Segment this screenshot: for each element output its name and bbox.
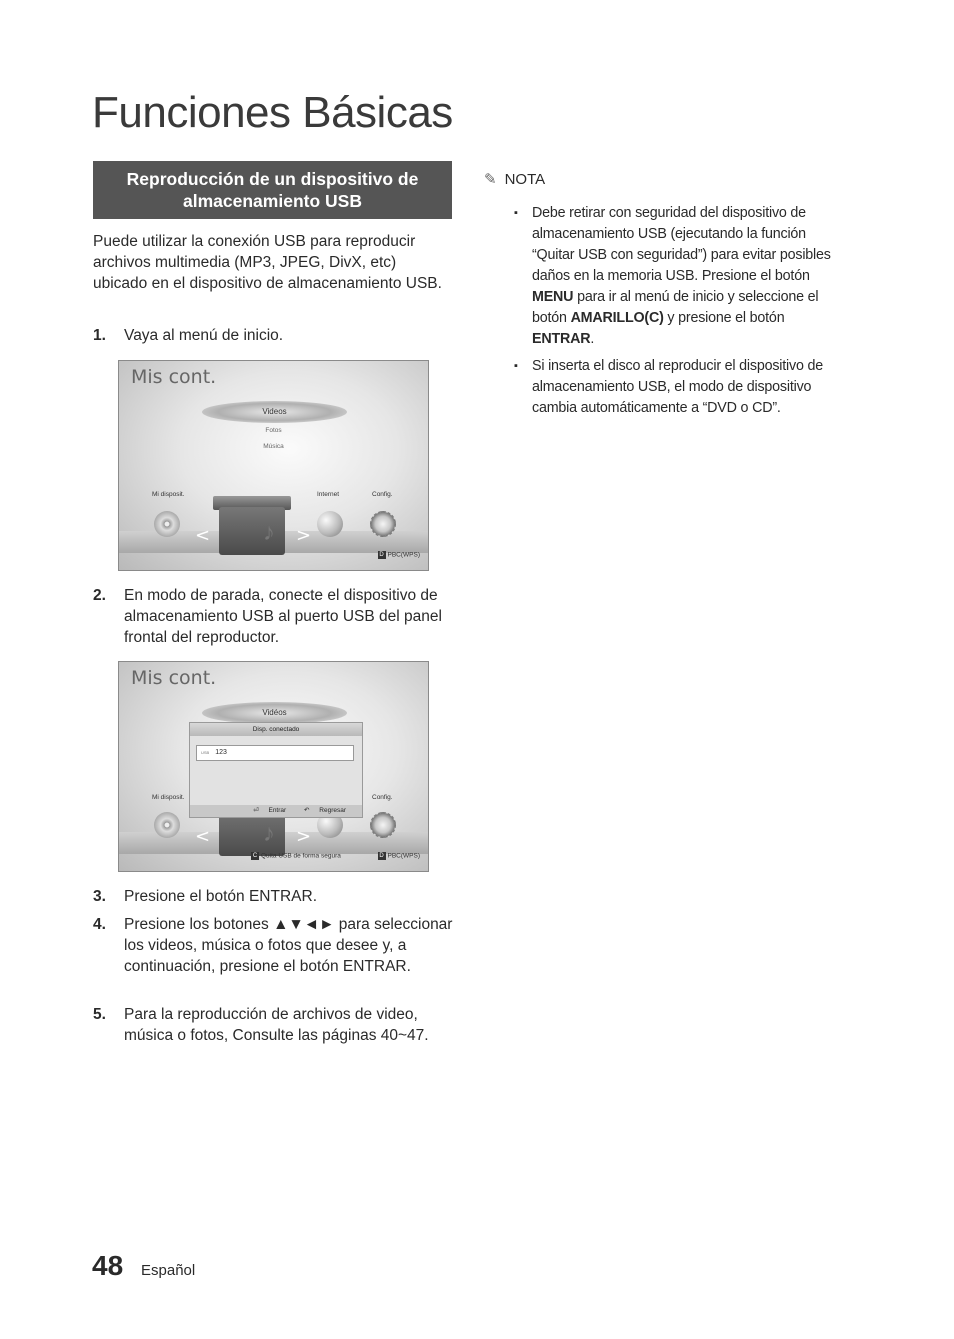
step-5 bbox=[93, 1004, 458, 1046]
note-list bbox=[514, 203, 849, 425]
return-label: Regresar bbox=[319, 807, 346, 814]
music-note-icon: ♪ bbox=[263, 820, 275, 847]
step-number: 5. bbox=[93, 1006, 106, 1023]
step-number: 2. bbox=[93, 587, 106, 604]
icon-label: Mi disposit. bbox=[152, 491, 185, 498]
usb-device-name: 123 bbox=[215, 749, 227, 756]
dialog-footer bbox=[190, 805, 362, 817]
music-note-icon: ♪ bbox=[263, 519, 275, 546]
bullet-icon: ▪ bbox=[514, 360, 518, 372]
dialog-title: Disp. conectado bbox=[190, 723, 362, 736]
icon-label: Config. bbox=[372, 794, 393, 801]
d-button-icon: D bbox=[379, 853, 384, 859]
usb-icon: USB bbox=[201, 750, 210, 755]
icon-label: Internet bbox=[317, 491, 340, 498]
language-label: Español bbox=[141, 1262, 196, 1279]
bottom-label-d: PBC(WPS) bbox=[387, 852, 420, 860]
menu-item: Música bbox=[263, 443, 284, 450]
note-heading: ✎ NOTA bbox=[484, 170, 546, 188]
left-arrow-icon: < bbox=[195, 826, 211, 847]
d-button-icon: D bbox=[379, 552, 384, 558]
section-header bbox=[93, 161, 452, 219]
bottom-label-c: Quita USB de forma segura bbox=[261, 852, 341, 860]
step-3 bbox=[93, 886, 458, 907]
step-text: Vaya al menú de inicio. bbox=[124, 327, 284, 344]
enter-label: Entrar bbox=[268, 807, 287, 814]
step-number: 4. bbox=[93, 916, 106, 933]
gear-icon bbox=[370, 812, 396, 838]
step-text: Presione el botón ENTRAR. bbox=[124, 888, 317, 905]
step-2 bbox=[93, 585, 458, 648]
disc-icon bbox=[154, 511, 180, 537]
internet-globe-icon bbox=[317, 511, 343, 537]
icon-label: Mi disposit. bbox=[152, 794, 185, 801]
gear-icon bbox=[370, 511, 396, 537]
step-text: Presione los botones ▲▼◄► para seleccionar los videos, música o fotos que desee y, a continuación, presione el botón ENTRAR. bbox=[124, 916, 453, 975]
intro-paragraph: Puede utilizar la conexión USB para reproducir archivos multimedia (MP3, JPEG, DivX, etc) ubicado en el dispositivo de almacenamiento USB. bbox=[93, 233, 442, 292]
screen-title: Mis cont. bbox=[131, 366, 217, 388]
menu-selected-item: Videos bbox=[202, 401, 347, 423]
return-icon: ↶ bbox=[304, 807, 310, 814]
bullet-icon: ▪ bbox=[514, 207, 518, 219]
note-item: ▪ Debe retirar con seguridad del dispositivo de almacenamiento USB (ejecutando la función “Quitar USB con seguridad”) para evitar posibles daños en la memoria USB. Presione el botón MENU para ir al menú de inicio y seleccione el botón AMARILLO(C) y presione el botón ENTRAR. bbox=[514, 205, 831, 347]
menu-item: Fotos bbox=[265, 427, 282, 434]
pencil-icon: ✎ bbox=[484, 170, 497, 188]
screenshot-home-menu bbox=[118, 360, 429, 571]
left-arrow-icon: < bbox=[195, 525, 211, 546]
page-number: 48 bbox=[92, 1250, 124, 1281]
step-text: Para la reproducción de archivos de video, música o fotos, Consulte las páginas 40~47. bbox=[124, 1006, 429, 1044]
step-1 bbox=[93, 325, 458, 346]
icon-label: Config. bbox=[372, 491, 393, 498]
step-4 bbox=[93, 914, 458, 977]
right-arrow-icon: > bbox=[296, 826, 312, 847]
bottom-label: PBC(WPS) bbox=[387, 551, 420, 559]
device-connected-dialog bbox=[189, 722, 363, 818]
c-button-icon: C bbox=[252, 853, 258, 859]
note-item: ▪ Si inserta el disco al reproducir el dispositivo de almacenamiento USB, el modo de dispositivo cambia automáticamente a “DVD o CD”. bbox=[514, 358, 823, 416]
screenshot-device-connected bbox=[118, 661, 429, 872]
section-title-line1: Reproducción de un dispositivo de bbox=[126, 169, 419, 189]
section-title-line2: almacenamiento USB bbox=[183, 191, 362, 211]
bottom-bar bbox=[119, 848, 428, 862]
screen-title: Mis cont. bbox=[131, 667, 217, 689]
enter-icon: ⏎ bbox=[253, 807, 259, 814]
bottom-bar bbox=[119, 547, 428, 561]
disc-icon bbox=[154, 812, 180, 838]
right-arrow-icon: > bbox=[296, 525, 312, 546]
step-text: En modo de parada, conecte el dispositivo de almacenamiento USB al puerto USB del panel frontal del reproductor. bbox=[124, 587, 442, 646]
menu-selected-item: Vidéos bbox=[202, 702, 347, 724]
step-number: 1. bbox=[93, 327, 106, 344]
page-title: Funciones Básicas bbox=[92, 88, 453, 137]
step-number: 3. bbox=[93, 888, 106, 905]
usb-device-item[interactable] bbox=[196, 745, 354, 761]
